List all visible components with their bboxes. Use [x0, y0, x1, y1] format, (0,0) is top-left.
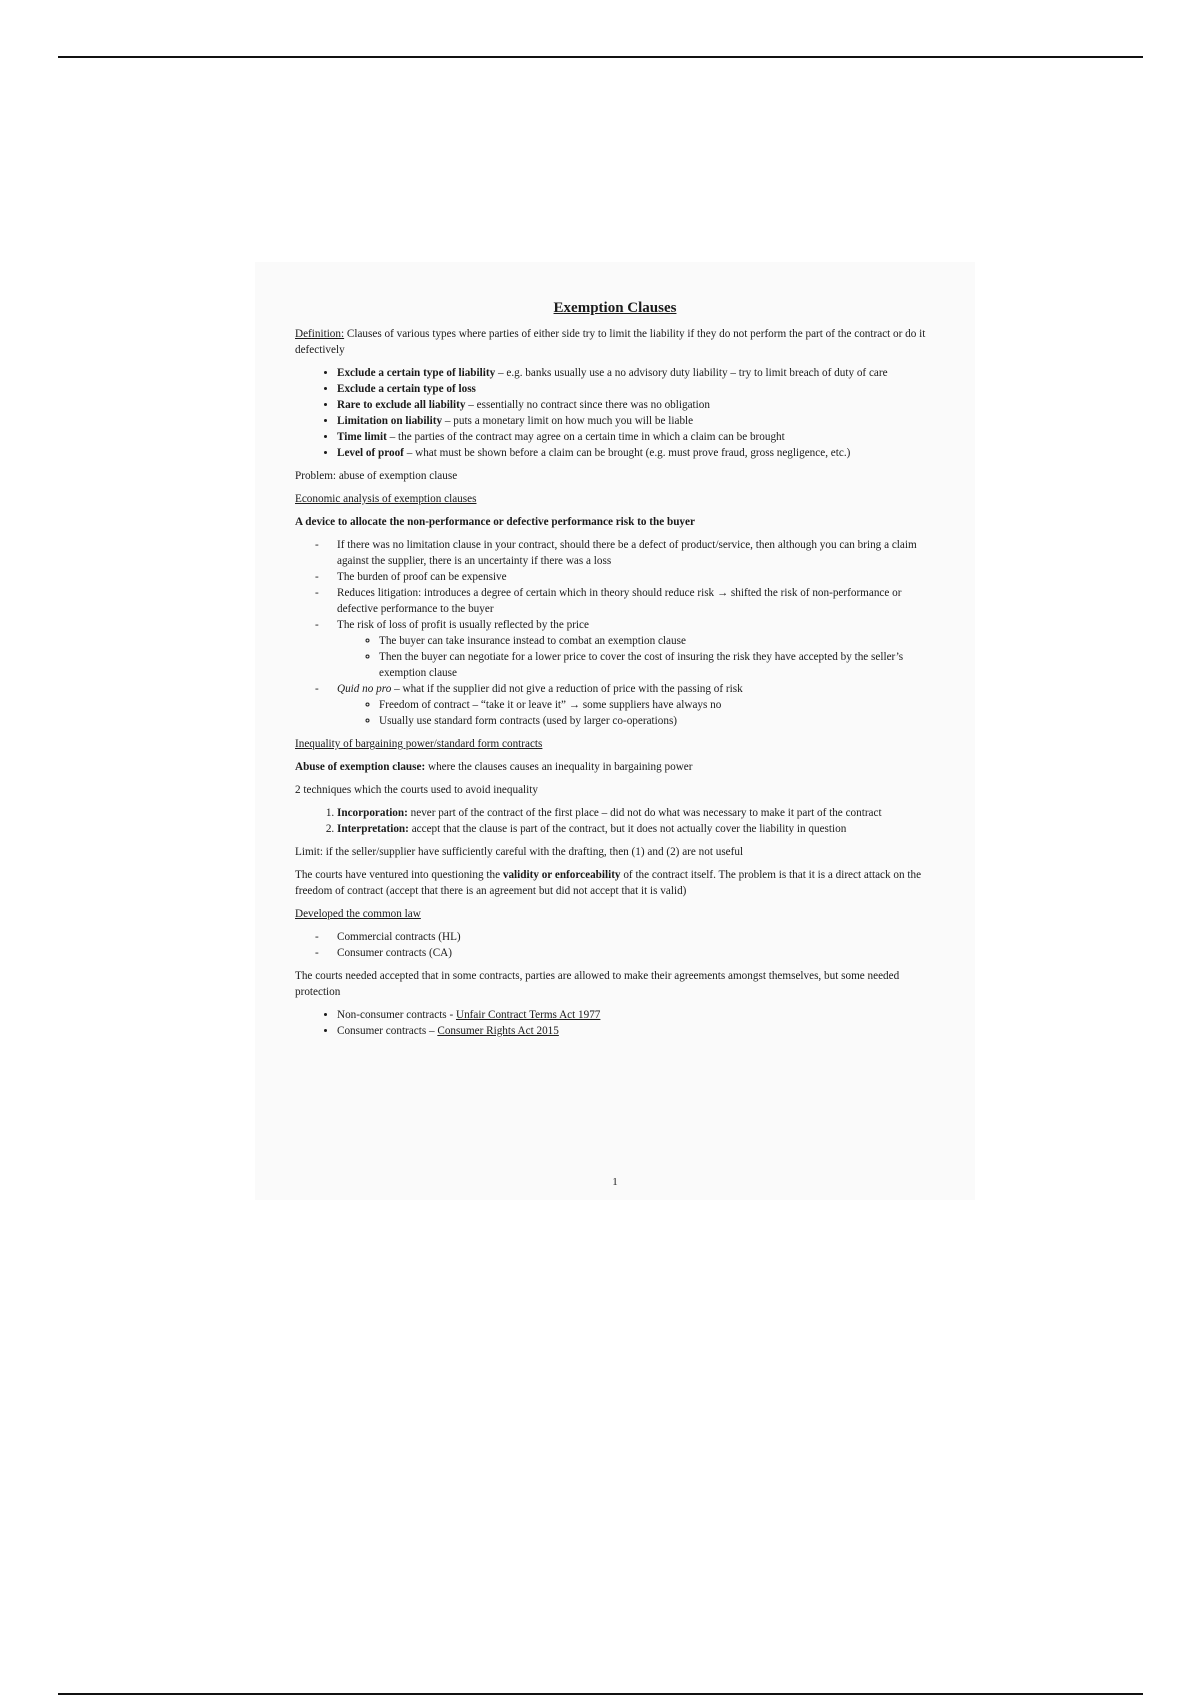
page-title: Exemption Clauses — [553, 300, 677, 316]
techniques-intro: 2 techniques which the courts used to avoid inequality — [295, 784, 538, 796]
list-item: - Consumer contracts (CA) — [337, 945, 935, 961]
definition-paragraph: Definition: Clauses of various types where parties of either side try to limit the liability if they do not perform the part of the contract or do it defectively — [295, 328, 926, 356]
list-item: - If there was no limitation clause in your contract, should there be a defect of product/service, then although you can bring a claim against the supplier, there is an uncertainty if there was a loss — [337, 537, 935, 569]
limit-paragraph: Limit: if the seller/supplier have sufficiently careful with the drafting, then (1) and (2) are not useful — [295, 846, 744, 858]
sub-list — [337, 633, 935, 681]
list-item: • Exclude a certain type of loss — [337, 381, 935, 397]
list-item: • Rare to exclude all liability – essentially no contract since there was no obligation — [337, 397, 935, 413]
abuse-paragraph: Abuse of exemption clause: where the clauses causes an inequality in bargaining power — [295, 761, 693, 773]
sub-list-item: ◦ Usually use standard form contracts (used by larger co-operations) — [379, 713, 935, 729]
list-item: • Exclude a certain type of liability – e.g. banks usually use a no advisory duty liability – try to limit breach of duty of care — [337, 365, 935, 381]
list-item: - The burden of proof can be expensive — [337, 569, 935, 585]
list-item: - Reduces litigation: introduces a degree of certain which in theory should reduce risk → shifted the risk of non-performance or defective performance to the buyer — [337, 585, 935, 617]
sub-list-item: ◦ Then the buyer can negotiate for a lower price to cover the cost of insuring the risk they have accepted by the seller’s exemption clause — [379, 649, 935, 681]
list-item: • Non-consumer contracts - Unfair Contract Terms Act 1977 — [337, 1007, 935, 1023]
common-law-heading: Developed the common law — [295, 908, 421, 920]
list-item: • Time limit – the parties of the contract may agree on a certain time in which a claim can be brought — [337, 429, 935, 445]
sub-list-item: ◦ Freedom of contract – “take it or leave it” → some suppliers have always no — [379, 697, 935, 713]
document-page — [255, 262, 975, 1200]
courts-needed-paragraph: The courts needed accepted that in some contracts, parties are allowed to make their agreements amongst themselves, but some needed protection — [295, 970, 900, 998]
problem-text: Problem: abuse of exemption clause — [295, 470, 458, 482]
sub-list — [337, 697, 935, 729]
statutes-list — [295, 1007, 935, 1039]
list-item: • Limitation on liability – puts a monetary limit on how much you will be liable — [337, 413, 935, 429]
inequality-heading: Inequality of bargaining power/standard form contracts — [295, 738, 543, 750]
list-item: - Quid no pro – what if the supplier did not give a reduction of price with the passing of risk ◦ Freedom of contract – “take it or leave it” → some suppliers have always no ◦ Usually use standard form contracts (used by larger co-operations) — [337, 681, 935, 729]
list-item: - Commercial contracts (HL) — [337, 929, 935, 945]
validity-paragraph: The courts have ventured into questioning the validity or enforceability of the contract itself. The problem is that it is a direct attack on the freedom of contract (accept that there is an agreement but did not accept that it is valid) — [295, 869, 922, 897]
types-list — [295, 365, 935, 461]
list-item: - The risk of loss of profit is usually reflected by the price ◦ The buyer can take insurance instead to combat an exemption clause ◦ Then the buyer can negotiate for a lower price to cover the cost of insuring the risk they have accepted by the seller’s exemption clause — [337, 617, 935, 681]
list-item: • Level of proof – what must be shown before a claim can be brought (e.g. must prove fraud, gross negligence, etc.) — [337, 445, 935, 461]
list-item: 1. Incorporation: never part of the contract of the first place – did not do what was necessary to make it part of the contract — [337, 805, 935, 821]
statute-reference: Unfair Contract Terms Act 1977 — [455, 1009, 601, 1021]
economic-points-list — [295, 537, 935, 729]
list-item: • Consumer contracts – Consumer Rights Act 2015 — [337, 1023, 935, 1039]
definition-label: Definition: — [295, 328, 345, 340]
bottom-rule — [58, 1693, 1143, 1695]
economic-heading: Economic analysis of exemption clauses — [295, 493, 477, 505]
techniques-list — [295, 805, 935, 837]
common-law-list — [295, 929, 935, 961]
device-statement: A device to allocate the non-performance or defective performance risk to the buyer — [295, 516, 695, 528]
top-rule — [58, 56, 1143, 58]
list-item: 2. Interpretation: accept that the clause is part of the contract, but it does not actually cover the liability in question — [337, 821, 935, 837]
statute-reference: Consumer Rights Act 2015 — [437, 1025, 559, 1037]
page-number: 1 — [612, 1176, 618, 1188]
sub-list-item: ◦ The buyer can take insurance instead to combat an exemption clause — [379, 633, 935, 649]
